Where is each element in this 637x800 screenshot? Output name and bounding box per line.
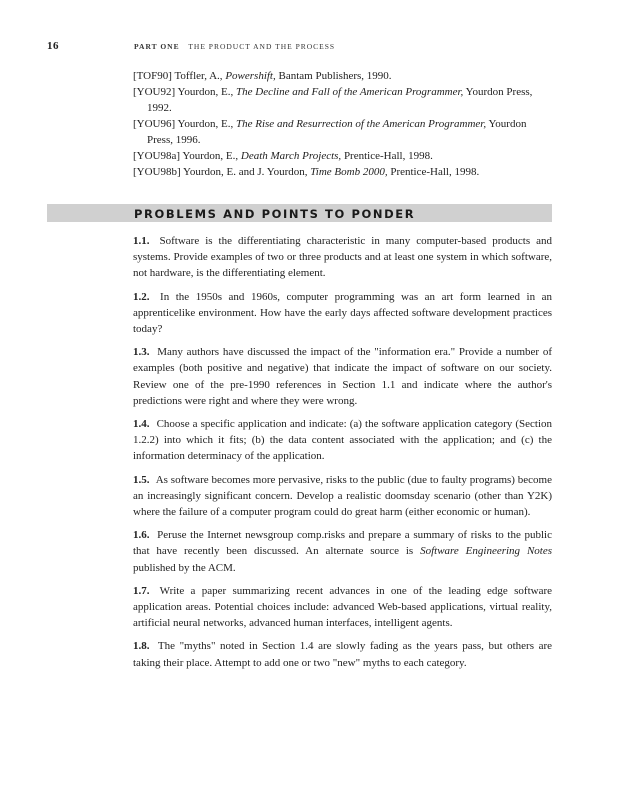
reference-entry: [133, 164, 553, 180]
problem-text: As software becomes more pervasive, risks to the public (due to faulty programs) become an increasingly significant concern. Develop a realistic doomsday scenario (other than Y2K) where the failure of a computer program could do great harm (either economic or human).: [133, 473, 552, 519]
problem-item: [133, 527, 552, 576]
reference-list: [133, 68, 553, 180]
reference-publisher: Yourdon Press, 1996.: [147, 118, 527, 146]
problem-text: Software is the differentiating characteristic in many computer-based products and systems. Provide examples of two or three products and at least one system in which software, not hardware, is the differentiating element.: [133, 235, 553, 280]
reference-entry: [133, 68, 553, 84]
reference-authors: Yourdon, E.,: [177, 118, 236, 130]
reference-key: [YOU96]: [133, 118, 176, 130]
reference-title: Time Bomb 2000,: [310, 166, 388, 178]
problem-number: 1.4.: [133, 418, 150, 431]
reference-publisher: Prentice-Hall, 1998.: [387, 166, 480, 178]
reference-entry: [133, 148, 553, 164]
problem-number: 1.6.: [133, 529, 150, 542]
problem-text: The "myths" noted in Section 1.4 are slowly fading as the years pass, but others are taking their place. Attempt to add one or two "new" myths to each category.: [133, 640, 552, 669]
problem-text: Write a paper summarizing recent advances in one of the leading edge software application areas. Potential choices include: advanced Web-based applications, virtual reality, artificial neural networks, advanced human interfaces, intelligent agents.: [133, 584, 552, 630]
problem-item: [133, 344, 552, 409]
problem-item: [133, 638, 552, 670]
part-label: PART ONE: [134, 42, 180, 51]
problem-number: 1.2.: [133, 290, 150, 303]
publication-title: Software Engineering Notes: [420, 545, 553, 558]
problem-text: Choose a specific application and indicate: (a) the software application category (Section 1.2.2) into which it fits; (b) the data content associated with the application; and (c) the information determinacy of the application.: [133, 418, 553, 463]
reference-title: Death March Projects,: [240, 150, 342, 162]
problem-item: [133, 583, 552, 632]
reference-authors: Yourdon, E.,: [182, 150, 241, 162]
reference-key: [YOU98b]: [133, 166, 181, 178]
problem-item: [133, 416, 552, 465]
problem-item: [133, 289, 552, 338]
problem-list: [133, 233, 552, 678]
page-number: 16: [47, 40, 59, 52]
reference-title: The Decline and Fall of the American Programmer,: [236, 86, 464, 98]
reference-title: The Rise and Resurrection of the American Programmer,: [236, 118, 487, 130]
reference-key: [YOU92]: [133, 86, 176, 98]
problem-number: 1.5.: [133, 473, 150, 486]
problem-text: Many authors have discussed the impact of the "information era." Provide a number of examples (both positive and negative) that indicate the impact of software on our society. Review one of the pre-1990 references in Section 1.1 and indicate where the author's predictions were right and where they were wrong.: [133, 346, 553, 407]
reference-publisher: Yourdon Press, 1992.: [147, 86, 533, 114]
reference-authors: Yourdon, E.,: [177, 86, 236, 98]
problem-number: 1.7.: [133, 584, 150, 597]
part-title: THE PRODUCT AND THE PROCESS: [188, 42, 336, 51]
problem-number: 1.8.: [133, 640, 150, 653]
problem-number: 1.3.: [133, 346, 150, 359]
reference-key: [YOU98a]: [133, 150, 181, 162]
problem-item: [133, 233, 552, 282]
reference-entry: [133, 84, 553, 116]
section-title: PROBLEMS AND POINTS TO PONDER: [134, 207, 416, 221]
reference-key: [TOF90]: [133, 70, 172, 82]
reference-publisher: Bantam Publishers, 1990.: [275, 70, 392, 82]
reference-authors: Toffler, A.,: [174, 70, 226, 82]
reference-publisher: Prentice-Hall, 1998.: [341, 150, 433, 162]
reference-title: Powershift,: [225, 70, 276, 82]
problem-text: In the 1950s and 1960s, computer programming was an art form learned in an apprenticelike environment. How have the early days affected software development practices today?: [133, 290, 553, 336]
problem-number: 1.1.: [133, 235, 150, 247]
running-head: [134, 42, 335, 51]
problem-text-end: published by the ACM.: [133, 561, 236, 574]
reference-authors: Yourdon, E. and J. Yourdon,: [183, 166, 311, 178]
problem-text-start: Peruse the Internet newsgroup comp.risks and prepare a summary of risks to the public that have recently been discussed. An alternate source is: [133, 529, 552, 558]
reference-entry: [133, 116, 553, 148]
problem-item: [133, 472, 552, 521]
